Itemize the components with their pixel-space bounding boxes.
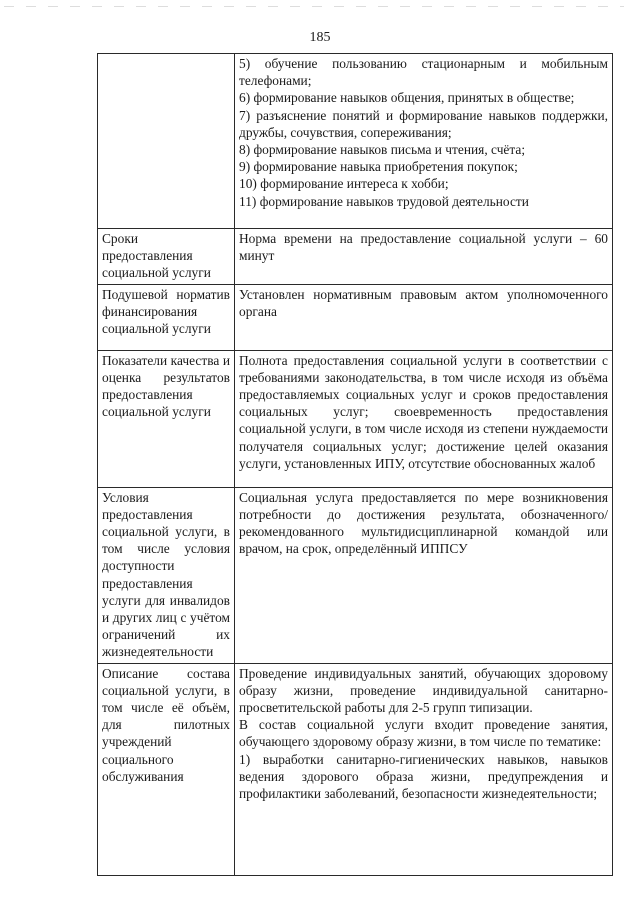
row-content-quality: Полнота предоставления социальной услуги в соответствии с требованиями законодательства, в том числе исходя из объёма предоставляемых социальных услуг и сроков предоставления социальных услуг; своевременность предоставления социальной услуги, в том числе исходя из степени нуждаемости получателя социальных услуг; достижение целей оказания услуги, установленных ИПУ, отсутствие обоснованных жалоб [235,350,613,487]
list-item: 6) формирование навыков общения, принятых в обществе; [239,90,575,106]
row-label-funding: Подушевой норматив финансирования социальной услуги [98,284,235,350]
table-row [98,487,613,663]
row-label-empty [98,54,235,229]
table-row [98,350,613,487]
page-number: 185 [309,30,331,45]
list-item: 8) формирование навыков письма и чтения, счёта; [239,142,526,158]
list-item: 11) формирование навыков трудовой деятельности [239,193,529,209]
row-content-terms: Норма времени на предоставление социальной услуги – 60 минут [235,229,613,285]
table-row [98,284,613,350]
paragraph: В состав социальной услуги входит проведение занятия, обучающего здоровому образу жизни, в том числе по тематике: [239,717,608,750]
table-row [98,663,613,875]
row-label-composition: Описание состава социальной услуги, в том числе её объём, для пилотных учреждений социального обслуживания [98,663,235,875]
row-label-terms: Сроки предоставления социальной услуги [98,229,235,285]
list-item: 9) формирование навыка приобретения покупок; [239,159,518,175]
scan-edge-mark [4,6,624,7]
row-content-skills-list [235,54,613,229]
list-item: 5) обучение пользованию стационарным и мобильным телефонами; [239,56,608,89]
row-label-quality: Показатели качества и оценка результатов предоставления социальной услуги [98,350,235,487]
row-content-funding: Установлен нормативным правовым актом уполномоченного органа [235,284,613,350]
paragraph: Проведение индивидуальных занятий, обучающих здоровому образу жизни, проведение индивидуальной санитарно-просветительской работы для 2-5 групп типизации. [239,665,608,716]
list-item: 7) разъяснение понятий и формирование навыков поддержки, дружбы, сочувствия, сопереживания; [239,107,608,140]
table-row [98,229,613,285]
table-row [98,54,613,229]
paragraph: 1) выработки санитарно-гигиенических навыков, навыков ведения здорового образа жизни, предупреждения и профилактики заболеваний, безопасности жизнедеятельности; [239,751,608,802]
service-description-table [97,53,613,876]
row-label-conditions: Условия предоставления социальной услуги, в том числе условия доступности предоставления услуги для инвалидов и других лиц с учётом ограничений их жизнедеятельности [98,487,235,663]
list-item: 10) формирование интереса к хобби; [239,176,449,192]
row-content-conditions: Социальная услуга предоставляется по мере возникновения потребности до достижения результата, обозначенного/рекомендованного мультидисциплинарной командой или врачом, на срок, определённый ИППСУ [235,487,613,663]
row-content-composition [235,663,613,875]
